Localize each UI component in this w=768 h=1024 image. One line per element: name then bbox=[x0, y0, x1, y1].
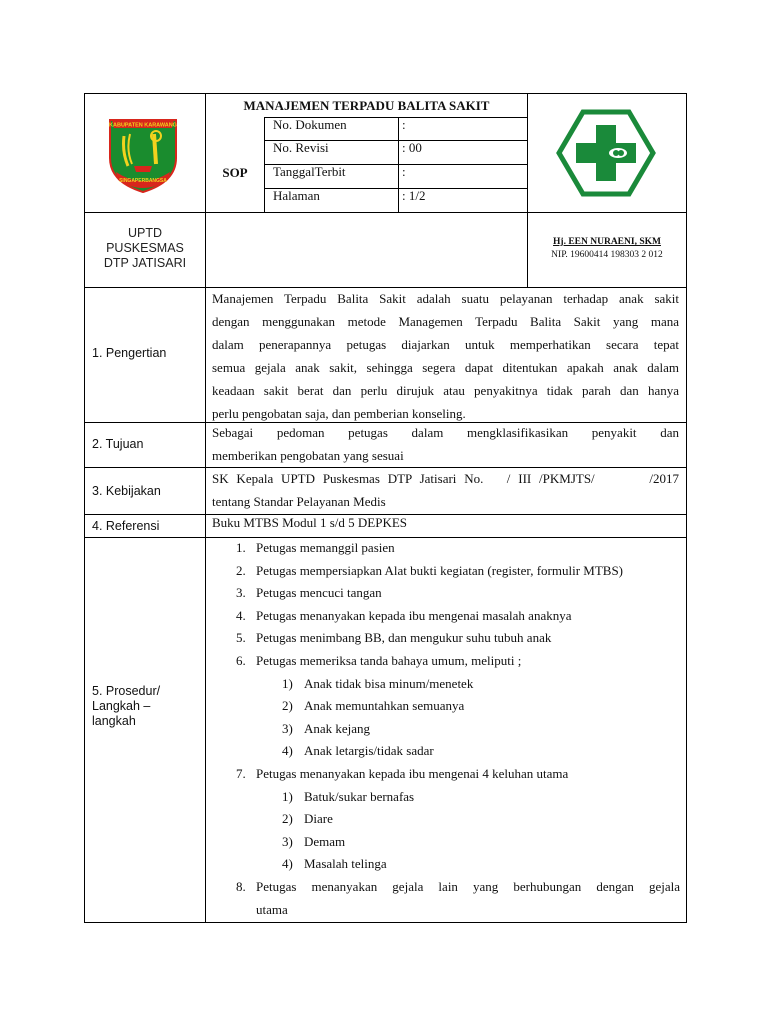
prosedur-list bbox=[206, 537, 680, 921]
procedure-item-number: 3. bbox=[236, 585, 246, 601]
field-label-tanggal-terbit: TanggalTerbit bbox=[273, 164, 346, 179]
section-label-kebijakan: 3. Kebijakan bbox=[92, 484, 161, 498]
field-value-halaman: : 1/2 bbox=[402, 188, 426, 203]
procedure-item-number: 2. bbox=[236, 562, 246, 578]
pengertian-text bbox=[212, 287, 679, 425]
procedure-item-number: 5. bbox=[236, 630, 246, 646]
field-label-halaman: Halaman bbox=[273, 188, 320, 203]
procedure-item-text: Batuk/sukar bernafas bbox=[304, 788, 415, 804]
procedure-subitem bbox=[206, 718, 680, 741]
procedure-item-number: 4) bbox=[282, 856, 293, 872]
pengertian-line: keadaan sakit berat dan perlu dirujuk atau penyakitnya tidak parah dan hanya bbox=[212, 383, 679, 398]
signer-name: Hj. EEN NURAENI, SKM bbox=[553, 237, 661, 247]
karawang-crest-logo bbox=[104, 114, 182, 194]
field-label-no-dokumen: No. Dokumen bbox=[273, 117, 347, 132]
svg-text:KABUPATEN KARAWANG: KABUPATEN KARAWANG bbox=[109, 122, 177, 129]
pengertian-line: perlu pengobatan saja, dan pemberian konseling. bbox=[212, 406, 466, 421]
procedure-subitem bbox=[206, 831, 680, 854]
org-line-1: UPTD bbox=[127, 226, 163, 240]
procedure-subitem bbox=[206, 853, 680, 876]
org-line-2: PUSKESMAS bbox=[106, 241, 184, 255]
section-label-pengertian: 1. Pengertian bbox=[92, 346, 167, 360]
pengertian-line: dengan menggunakan metode Managemen Terpadu Balita Sakit yang mana bbox=[212, 314, 679, 329]
procedure-item-text: Petugas menanyakan kepada ibu mengenai 4 keluhan utama bbox=[256, 765, 569, 781]
procedure-item-text: utama bbox=[256, 901, 288, 917]
procedure-subitem bbox=[206, 695, 680, 718]
procedure-item-number: 2) bbox=[282, 811, 293, 827]
tujuan-line: memberikan pengobatan yang sesuai bbox=[212, 448, 404, 463]
document-title: MANAJEMEN TERPADU BALITA SAKIT bbox=[243, 98, 490, 113]
referensi-text: Buku MTBS Modul 1 s/d 5 DEPKES bbox=[212, 515, 408, 530]
procedure-item-number: 7. bbox=[236, 765, 246, 781]
procedure-item-text: Demam bbox=[304, 833, 346, 849]
section-label-prosedur bbox=[92, 684, 160, 729]
signer-nip: NIP. 19600414 198303 2 012 bbox=[551, 250, 663, 260]
procedure-item-number: 1) bbox=[282, 675, 293, 691]
procedure-item-text: Petugas mempersiapkan Alat bukti kegiatan (register, formulir MTBS) bbox=[256, 562, 624, 578]
svg-text:SINGAPERBANGSA: SINGAPERBANGSA bbox=[119, 178, 167, 184]
org-name bbox=[85, 226, 205, 271]
procedure-item bbox=[206, 627, 680, 650]
procedure-item-number: 2) bbox=[282, 698, 293, 714]
procedure-item-text: Petugas mencuci tangan bbox=[256, 585, 382, 601]
pengertian-line: dalam penerapannya petugas diajarkan untuk memperhatikan secara tepat bbox=[212, 337, 679, 352]
field-value-tanggal-terbit: : bbox=[402, 164, 406, 179]
kebijakan-line: tentang Standar Pelayanan Medis bbox=[212, 494, 386, 509]
tujuan-text bbox=[212, 421, 679, 467]
puskesmas-logo bbox=[556, 109, 656, 197]
prosedur-label-line: 5. Prosedur/ bbox=[92, 684, 161, 698]
kebijakan-line: SK Kepala UPTD Puskesmas DTP Jatisari No. / III /PKMJTS/ /2017 bbox=[212, 471, 679, 486]
procedure-subitem bbox=[206, 808, 680, 831]
procedure-item-number: 3) bbox=[282, 720, 293, 736]
tujuan-line: Sebagai pedoman petugas dalam mengklasifikasikan penyakit dan bbox=[212, 425, 679, 440]
procedure-item-text: Anak memuntahkan semuanya bbox=[304, 698, 465, 714]
procedure-item-number: 4. bbox=[236, 607, 246, 623]
field-value-no-dokumen: : bbox=[402, 117, 406, 132]
procedure-item-text: Petugas menimbang BB, dan mengukur suhu tubuh anak bbox=[256, 630, 552, 646]
procedure-item bbox=[206, 763, 680, 786]
procedure-item-text: Petugas memeriksa tanda bahaya umum, meliputi ; bbox=[256, 652, 522, 668]
procedure-item-text: Petugas menanyakan gejala lain yang berhubungan dengan gejala bbox=[256, 878, 680, 894]
procedure-item bbox=[206, 876, 680, 899]
procedure-item-number: 4) bbox=[282, 743, 293, 759]
procedure-item-text: Anak letargis/tidak sadar bbox=[304, 743, 434, 759]
procedure-item bbox=[206, 560, 680, 583]
prosedur-label-line: Langkah – bbox=[92, 699, 151, 713]
pengertian-line: semua gejala anak sakit, sehingga segera dapat ditentukan apakah anak dalam bbox=[212, 360, 679, 375]
procedure-subitem bbox=[206, 673, 680, 696]
procedure-item-number: 8. bbox=[236, 878, 246, 894]
procedure-subitem bbox=[206, 786, 680, 809]
procedure-item bbox=[206, 650, 680, 673]
procedure-item bbox=[206, 605, 680, 628]
procedure-item bbox=[206, 582, 680, 605]
procedure-item-text: Petugas menanyakan kepada ibu mengenai masalah anaknya bbox=[256, 607, 572, 623]
procedure-item bbox=[206, 899, 680, 922]
procedure-item-number: 1. bbox=[236, 540, 246, 555]
field-label-no-revisi: No. Revisi bbox=[273, 140, 329, 155]
field-value-no-revisi: : 00 bbox=[402, 140, 422, 155]
procedure-subitem bbox=[206, 740, 680, 763]
procedure-item-number: 6. bbox=[236, 652, 246, 668]
procedure-item-text: Anak kejang bbox=[304, 720, 371, 736]
procedure-item-number: 3) bbox=[282, 833, 293, 849]
procedure-item-text: Masalah telinga bbox=[304, 856, 387, 872]
org-line-3: DTP JATISARI bbox=[103, 256, 187, 270]
procedure-item bbox=[206, 537, 680, 560]
prosedur-label-line: langkah bbox=[92, 714, 136, 728]
section-label-referensi: 4. Referensi bbox=[92, 519, 160, 533]
sop-label: SOP bbox=[222, 165, 248, 180]
procedure-item-text: Anak tidak bisa minum/menetek bbox=[304, 675, 474, 691]
pengertian-line: Manajemen Terpadu Balita Sakit adalah suatu pelayanan terhadap anak sakit bbox=[212, 291, 679, 306]
procedure-item-text: Petugas memanggil pasien bbox=[256, 540, 395, 555]
section-label-tujuan: 2. Tujuan bbox=[92, 437, 144, 451]
procedure-item-number: 1) bbox=[282, 788, 293, 804]
procedure-item-text: Diare bbox=[304, 811, 333, 827]
kebijakan-text bbox=[212, 467, 679, 513]
